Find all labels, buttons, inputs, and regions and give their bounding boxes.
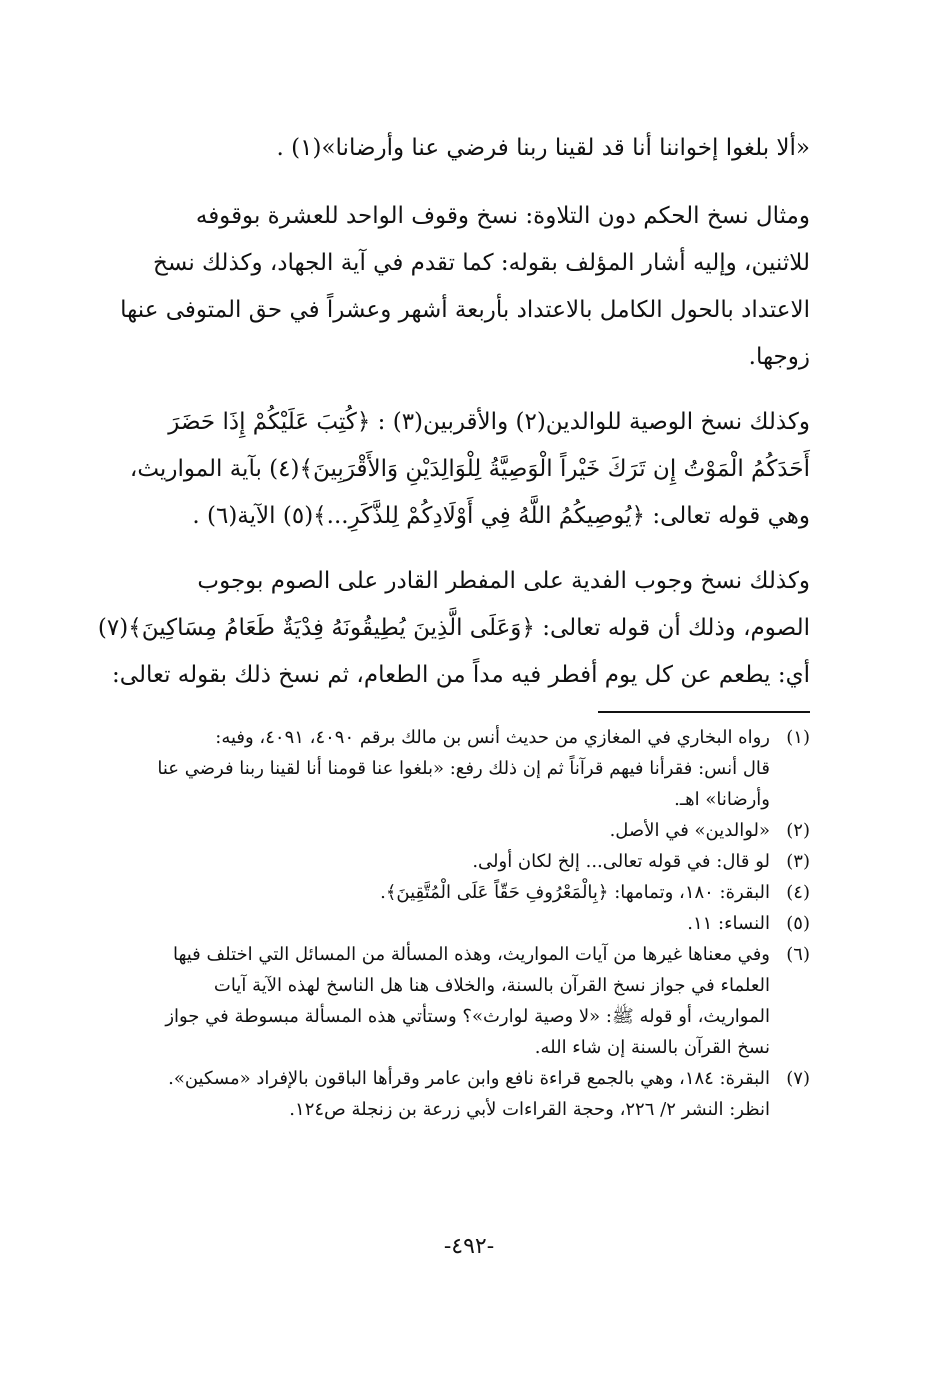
footnotes-section [100,722,810,1125]
footnote-line: انظر: النشر ٢/ ٢٢٦، وحجة القراءات لأبي زرعة بن زنجلة ص١٢٤. [289,1099,770,1120]
footnote-line: لو قال: في قوله تعالى... إلخ لكان أولى. [472,851,770,872]
footnote-line: البقرة: ١٨٤، وهي بالجمع قراءة نافع وابن عامر وقرأها الباقون بالإفراد «مسكين». [168,1068,770,1089]
footnote-2 [100,815,810,846]
footnote-line: المواريث، أو قوله ﷺ: «لا وصية لوارث»؟ وستأتي هذه المسألة مبسوطة في جواز [165,1006,770,1027]
footnote-number: (٦) [786,944,810,965]
text-line: للاثنين، وإليه أشار المؤلف بقوله: كما تقدم في آية الجهاد، وكذلك نسخ [152,250,810,276]
footnote-line: «لوالدين» في الأصل. [609,820,770,841]
footnote-number: (٢) [786,820,810,841]
footnote-number: (٧) [786,1068,810,1089]
text-line: «ألا بلغوا إخواننا أنا قد لقينا ربنا فرضي عنا وأرضانا»(١) . [276,135,810,161]
footnote-7 [100,1063,810,1125]
footnote-separator [598,711,810,713]
text-line: أي: يطعم عن كل يوم أفطر فيه مداً من الطعام، ثم نسخ ذلك بقوله تعالى: [112,662,810,688]
footnote-1 [100,722,810,815]
footnote-number: (٥) [786,913,810,934]
footnote-4 [100,877,810,908]
footnote-line: وفي معناها غيرها من آيات المواريث، وهذه المسألة من المسائل التي اختلف فيها [172,944,770,965]
paragraph-fidya-abrogation [97,558,810,699]
footnote-line: نسخ القرآن بالسنة إن شاء الله. [534,1037,770,1058]
text-line: الاعتداد بالحول الكامل بالاعتداد بأربعة أشهر وعشراً في حق المتوفى عنها [120,297,810,323]
text-line: وكذلك نسخ وجوب الفدية على المفطر القادر على الصوم بوجوب [197,568,810,594]
footnote-line: البقرة: ١٨٠، وتمامها: ﴿بِالْمَعْرُوفِ حَقّاً عَلَى الْمُتَّقِينَ﴾. [380,882,770,903]
paragraph-bequest-abrogation [100,399,810,540]
footnote-line: قال أنس: فقرأنا فيهم قرآناً ثم إن ذلك رفع: «بلغوا عنا قومنا أنا لقينا ربنا فرضي عنا [157,758,770,779]
text-line: أَحَدَكُمُ الْمَوْتُ إِن تَرَكَ خَيْراً الْوَصِيَّةُ لِلْوَالِدَيْنِ وَالأَقْرَبِينَ﴾(٤) بآية المواريث، [129,456,810,482]
footnote-line: النساء: ١١. [687,913,770,934]
footnote-line: العلماء في جواز نسخ القرآن بالسنة، والخلاف هنا هل الناسخ لهذه الآية آيات [213,975,770,996]
footnote-number: (٤) [786,882,810,903]
footnote-5 [100,908,810,939]
footnote-3 [100,846,810,877]
footnote-6 [100,939,810,1063]
text-line: وكذلك نسخ الوصية للوالدين(٢) والأقربين(٣) : ﴿كُتِبَ عَلَيْكُمْ إِذَا حَضَرَ [168,409,810,435]
text-line: الصوم، وذلك أن قوله تعالى: ﴿وَعَلَى الَّذِينَ يُطِيقُونَهُ فِدْيَةٌ طَعَامُ مِسَاكِينَ﴾(٧) [97,615,810,641]
text-line: زوجها. [748,344,810,370]
page-number: -٤٩٢- [443,1234,495,1259]
paragraph-abrogation-ruling [100,193,810,381]
text-line: وهي قوله تعالى: ﴿يُوصِيكُمُ اللَّهُ فِي أَوْلَادِكُمْ لِلذَّكَرِ...﴾(٥) الآية(٦) . [192,503,810,529]
footnote-line: وأرضانا» اهـ. [674,789,770,810]
footnote-number: (٣) [786,851,810,872]
paragraph-hadith-quote [100,125,810,172]
footnote-line: رواه البخاري في المغازي من حديث أنس بن مالك برقم ٤٠٩٠، ٤٠٩١، وفيه: [215,727,770,748]
footnote-number: (١) [786,727,810,748]
text-line: ومثال نسخ الحكم دون التلاوة: نسخ وقوف الواحد للعشرة بوقوفه [195,203,810,229]
